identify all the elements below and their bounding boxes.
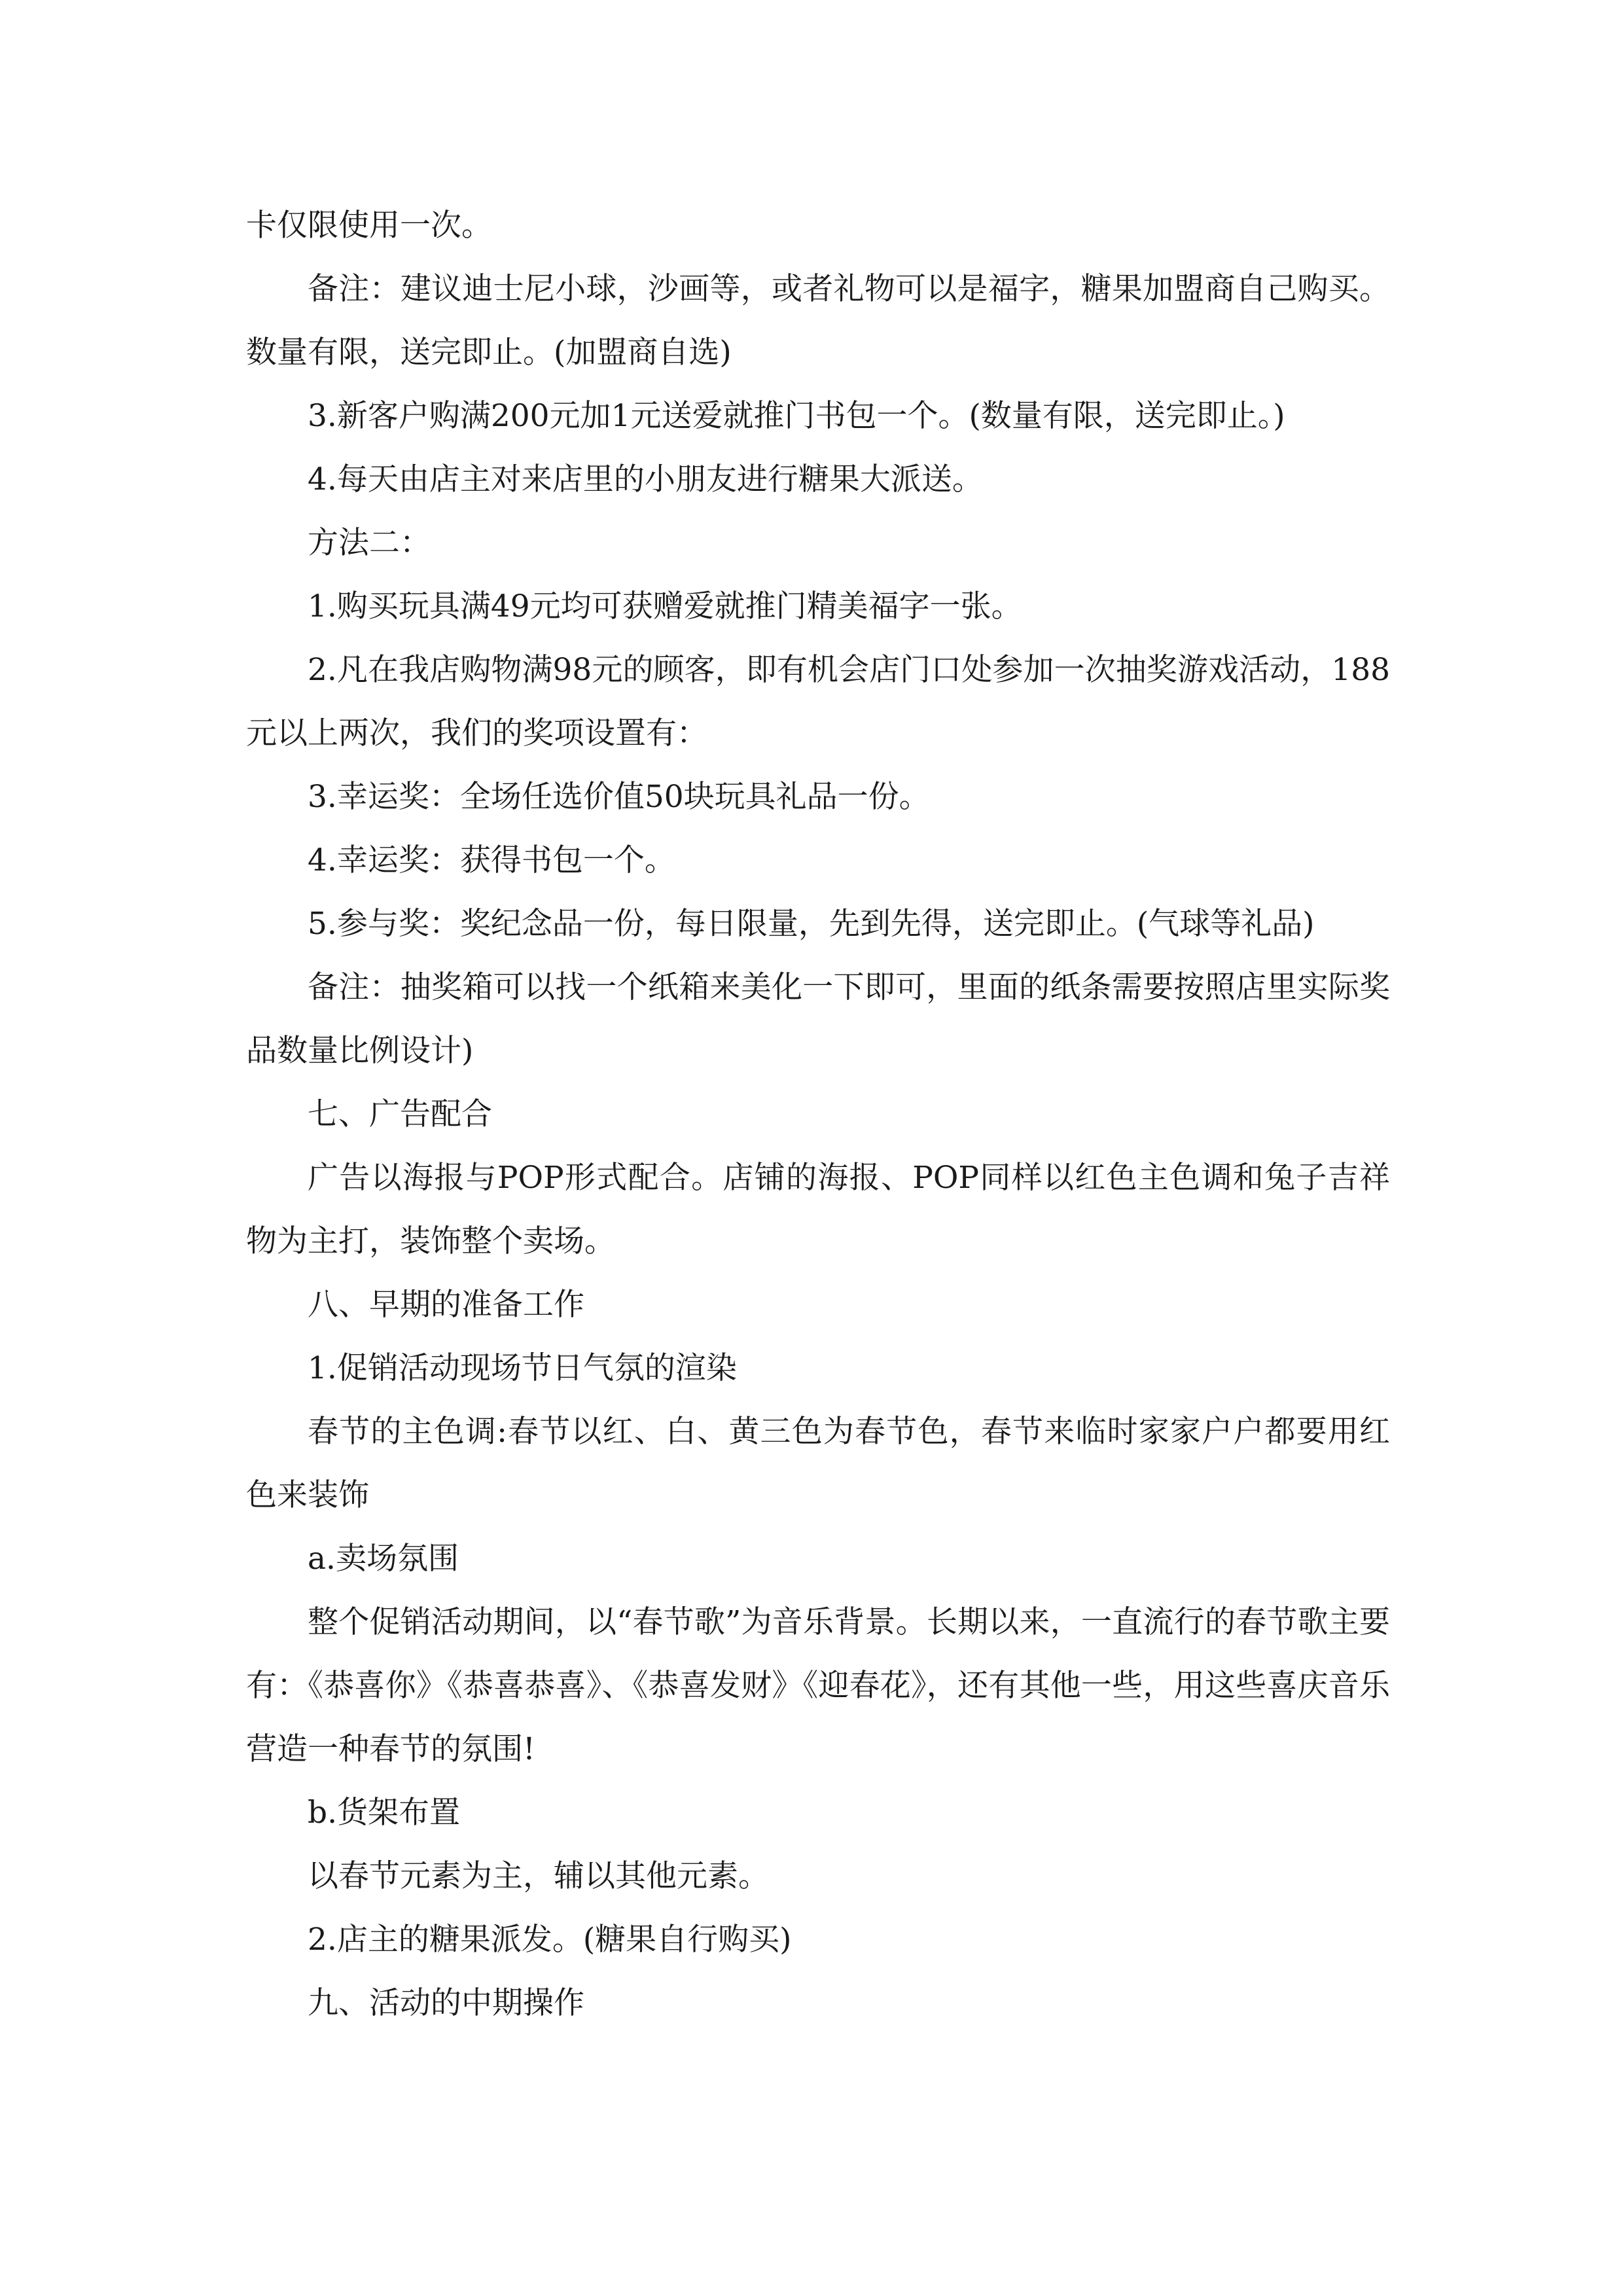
subsection-heading: 1.促销活动现场节日气氛的渲染 bbox=[308, 1350, 737, 1386]
section-heading: 九、活动的中期操作 bbox=[308, 1985, 584, 2021]
section-heading: 八、早期的准备工作 bbox=[308, 1287, 584, 1323]
list-item: 2.店主的糖果派发。(糖果自行购买) bbox=[308, 1922, 792, 1958]
section-heading: 七、广告配合 bbox=[308, 1096, 492, 1132]
paragraph: 春节的主色调:春节以红、白、黄三色为春节色，春节来临时家家户户都要用红色来装饰 bbox=[246, 1414, 1390, 1513]
paragraph: 卡仅限使用一次。 bbox=[246, 207, 492, 243]
subsection-heading: a.卖场氛围 bbox=[308, 1541, 459, 1577]
list-item: 4.幸运奖：获得书包一个。 bbox=[308, 842, 675, 878]
paragraph: 以春节元素为主，辅以其他元素。 bbox=[308, 1858, 769, 1894]
paragraph: 广告以海报与POP形式配合。店铺的海报、POP同样以红色主色调和兔子吉祥物为主打，装饰整个卖场。 bbox=[246, 1160, 1390, 1259]
subsection-heading: b.货架布置 bbox=[308, 1795, 461, 1831]
section-heading: 方法二： bbox=[308, 525, 431, 561]
list-item: 4.每天由店主对来店里的小朋友进行糖果大派送。 bbox=[308, 461, 983, 497]
list-item: 3.幸运奖：全场任选价值50块玩具礼品一份。 bbox=[308, 779, 930, 815]
list-item: 5.参与奖：奖纪念品一份，每日限量，先到先得，送完即止。(气球等礼品) bbox=[308, 906, 1315, 942]
paragraph: 整个促销活动期间，以“春节歌”为音乐背景。长期以来，一直流行的春节歌主要有：《恭喜你》《恭喜恭喜》、《恭喜发财》《迎春花》，还有其他一些，用这些喜庆音乐营造一种春节的氛围! bbox=[246, 1604, 1390, 1767]
list-item: 2.凡在我店购物满98元的顾客，即有机会店门口处参加一次抽奖游戏活动，188元以上两次，我们的奖项设置有： bbox=[246, 652, 1390, 751]
document-body bbox=[246, 194, 1390, 2035]
list-item: 1.购买玩具满49元均可获赠爱就推门精美福字一张。 bbox=[308, 588, 1022, 624]
list-item: 3.新客户购满200元加1元送爱就推门书包一个。(数量有限，送完即止。) bbox=[308, 398, 1285, 434]
paragraph: 备注：建议迪士尼小球，沙画等，或者礼物可以是福字，糖果加盟商自己购买。数量有限，送完即止。(加盟商自选) bbox=[246, 271, 1390, 370]
paragraph: 备注：抽奖箱可以找一个纸箱来美化一下即可，里面的纸条需要按照店里实际奖品数量比例设计) bbox=[246, 969, 1390, 1069]
